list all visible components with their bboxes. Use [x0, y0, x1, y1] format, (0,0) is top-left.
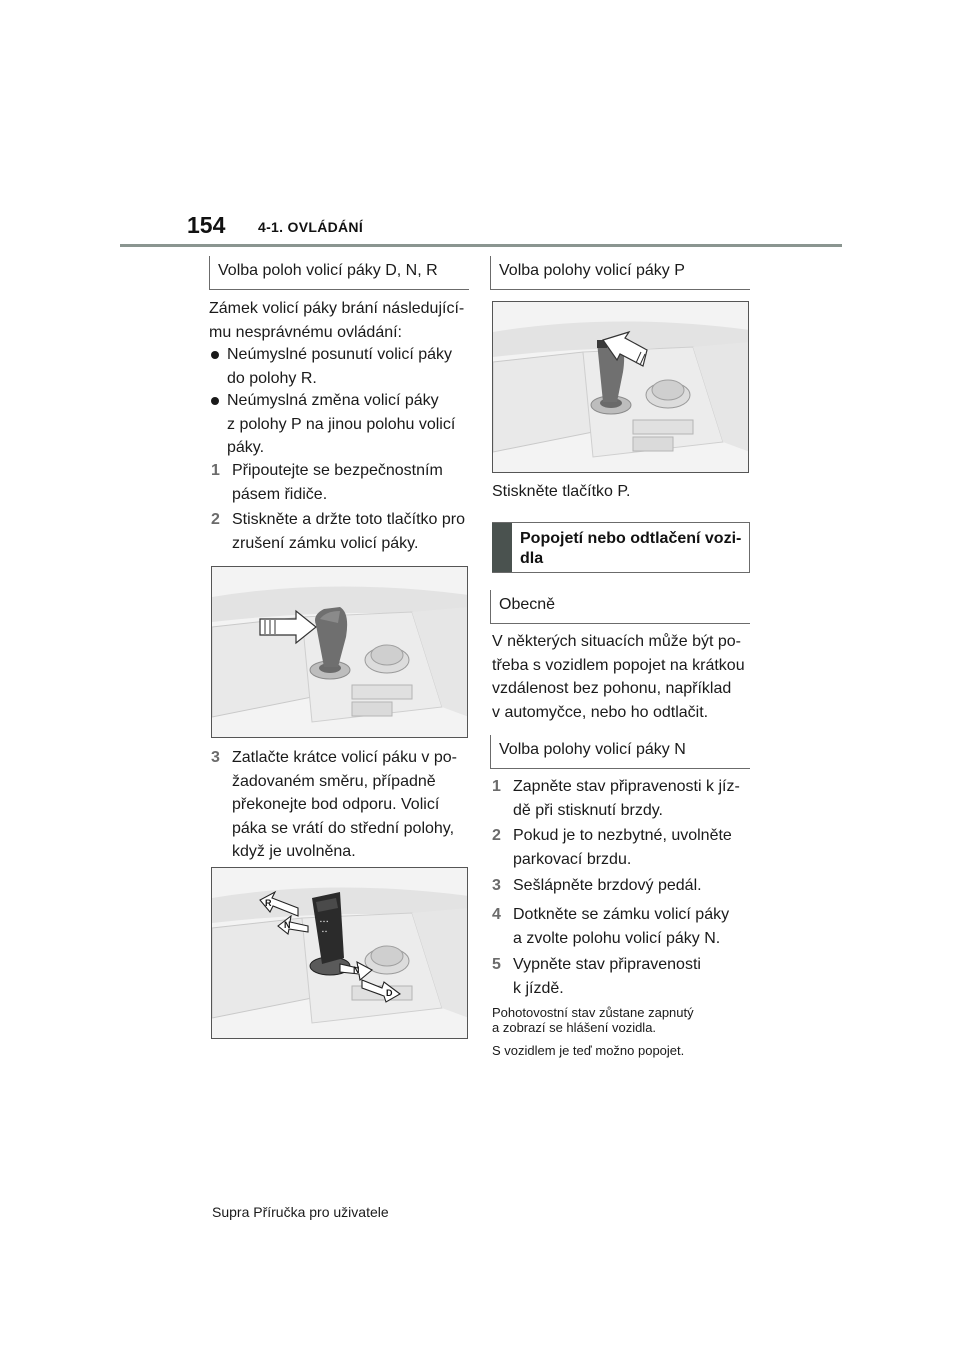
step-line: páka se vrátí do střední polohy, [232, 819, 455, 837]
step-line: Pokud je to nezbytné, uvolněte [513, 827, 732, 844]
note-line: Pohotovostní stav zůstane zapnutý [492, 1005, 694, 1020]
general-paragraph [492, 630, 757, 724]
step-number: 4 [492, 906, 501, 923]
shift-label-n-lower: N [353, 965, 360, 975]
step-line: parkovací brzdu. [513, 850, 632, 868]
page-number: 154 [187, 212, 226, 238]
step-item [211, 459, 497, 506]
step-line: Vypněte stav připravenosti [513, 956, 701, 973]
note-standby [492, 1005, 757, 1035]
subhead-select-dnr [209, 256, 469, 290]
heading-push-vehicle [492, 522, 750, 573]
bullet-line: Neúmyslné posunutí volicí páky [227, 346, 452, 363]
subhead-select-p [490, 256, 750, 290]
note-can-push: S vozidlem je teď možno popojet. [492, 1043, 685, 1058]
general-line: třeba s vozidlem popojet na krátkou [492, 656, 745, 674]
step-line: Zatlačte krátce volicí páku v po- [232, 749, 457, 766]
step-line: a zvolte polohu volicí páky N. [513, 929, 721, 947]
step-line: Stiskněte a držte toto tlačítko pro [232, 511, 466, 528]
step-item [492, 824, 778, 871]
figure-lock-button [211, 566, 468, 738]
step-line: zrušení zámku volicí páky. [232, 534, 419, 552]
step-line: Zapněte stav připravenosti k jíz- [513, 778, 740, 795]
bullet-item [209, 389, 492, 460]
step-item [492, 874, 778, 898]
step-line: k jízdě. [513, 979, 564, 997]
general-line: vzdálenost bez pohonu, například [492, 680, 732, 697]
step-line: pásem řidiče. [232, 485, 328, 503]
press-p-text: Stiskněte tlačítko P. [492, 483, 631, 500]
step-line: Sešlápněte brzdový pedál. [513, 877, 702, 894]
general-line: v automyčce, nebo ho odtlačit. [492, 703, 709, 721]
bullet-line: páky. [227, 439, 265, 456]
heading-push-vehicle-label [520, 529, 743, 569]
subhead-general-label: Obecně [499, 596, 556, 613]
step-line: Připoutejte se bezpečnostním [232, 462, 443, 479]
bullet-icon [211, 397, 219, 405]
svg-text:▪ ▪: ▪ ▪ [322, 929, 327, 935]
step-number: 3 [492, 877, 501, 894]
step-number: 1 [492, 778, 501, 795]
intro-line: Zámek volicí páky brání následující- [209, 300, 465, 317]
step-line: překonejte bod odporu. Volicí [232, 796, 440, 813]
bullet-line: do polohy R. [227, 369, 317, 387]
header-divider [120, 244, 842, 247]
shift-label-r: R [265, 898, 272, 908]
step-number: 1 [211, 462, 220, 479]
step-line: dě při stisknutí brzdy. [513, 801, 663, 819]
intro-paragraph [209, 297, 474, 344]
section-title: 4-1. OVLÁDÁNÍ [258, 219, 364, 235]
bullet-item [209, 343, 492, 390]
heading-bar [492, 523, 512, 572]
step-item [211, 508, 497, 555]
subhead-select-dnr-label: Volba poloh volicí páky D, N, R [218, 262, 438, 279]
note-line: a zobrazí se hlášení vozidla. [492, 1020, 657, 1035]
step-item [211, 746, 497, 864]
heading-line: Popojetí nebo odtlačení vozi- [520, 530, 742, 547]
step-number: 3 [211, 749, 220, 766]
subhead-general [490, 590, 750, 624]
step-item [492, 775, 778, 822]
subhead-select-p-label: Volba polohy volicí páky P [499, 262, 685, 279]
bullet-icon [211, 351, 219, 359]
subhead-select-n [490, 735, 750, 769]
shift-label-n-upper: N [284, 920, 291, 930]
step-item [492, 953, 778, 1000]
heading-line: dla [520, 550, 544, 567]
step-number: 2 [211, 511, 220, 528]
step-number: 5 [492, 956, 501, 973]
step-line: Dotkněte se zámku volicí páky [513, 906, 730, 923]
bullet-line: Neúmyslná změna volicí páky [227, 392, 439, 409]
general-line: V některých situacích může být po- [492, 633, 741, 650]
intro-line: mu nesprávnému ovládání: [209, 323, 402, 341]
step-item [492, 903, 778, 950]
shift-label-d: D [386, 988, 393, 998]
svg-text:▪ ▪ ▪: ▪ ▪ ▪ [320, 919, 329, 925]
bullet-line: z polohy P na jinou polohu volicí [227, 415, 456, 433]
figure-p-button [492, 301, 749, 473]
step-line: žadovaném směru, případně [232, 772, 436, 790]
step-line: když je uvolněna. [232, 843, 356, 860]
step-number: 2 [492, 827, 501, 844]
footer-text: Supra Příručka pro uživatele [212, 1204, 389, 1220]
figure-shift-directions [211, 867, 468, 1039]
subhead-select-n-label: Volba polohy volicí páky N [499, 741, 686, 758]
